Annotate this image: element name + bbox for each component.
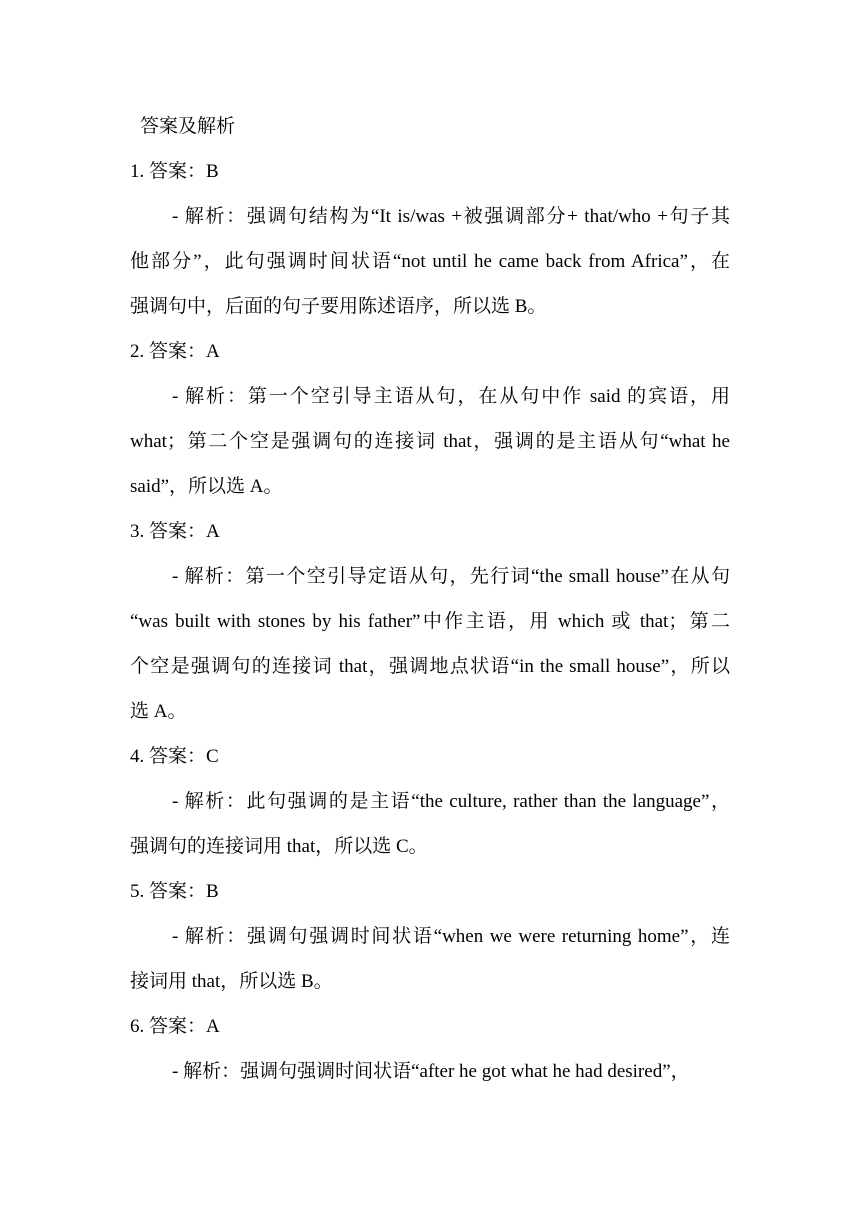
explanation-2-line-1: - 解析：第一个空引导主语从句，在从句中作 said 的宾语，用: [172, 386, 730, 407]
answer-5: 5. 答案：B: [130, 881, 219, 902]
explanation-6-line-1: - 解析：强调句强调时间状语“after he got what he had desired”，: [172, 1061, 690, 1082]
explanation-5-line-2: 接词用 that，所以选 B。: [130, 971, 333, 992]
answer-6: 6. 答案：A: [130, 1016, 220, 1037]
answer-2: 2. 答案：A: [130, 341, 220, 362]
explanation-2-line-2: what；第二个空是强调句的连接词 that，强调的是主语从句“what he: [130, 431, 730, 452]
answer-1: 1. 答案：B: [130, 161, 219, 182]
explanation-3-line-1: - 解析：第一个空引导定语从句，先行词“the small house”在从句: [172, 566, 730, 587]
answer-4: 4. 答案：C: [130, 746, 219, 767]
page-title: 答案及解析: [140, 116, 236, 137]
explanation-4-line-1: - 解析：此句强调的是主语“the culture, rather than the language”，: [172, 791, 730, 812]
explanation-5-line-1: - 解析：强调句强调时间状语“when we were returning home”，连: [172, 926, 730, 947]
explanation-1-line-1: - 解析：强调句结构为“It is/was +被强调部分+ that/who +句子其: [172, 206, 730, 227]
explanation-1-line-2: 他部分”，此句强调时间状语“not until he came back from Africa”，在: [130, 251, 730, 272]
explanation-3-line-3: 个空是强调句的连接词 that，强调地点状语“in the small house”，所以: [130, 656, 730, 677]
explanation-4-line-2: 强调句的连接词用 that，所以选 C。: [130, 836, 428, 857]
explanation-2-line-3: said”，所以选 A。: [130, 476, 283, 497]
answer-3: 3. 答案：A: [130, 521, 220, 542]
explanation-1-line-3: 强调句中，后面的句子要用陈述语序，所以选 B。: [130, 296, 547, 317]
explanation-3-line-2: “was built with stones by his father”中作主语，用 which 或 that；第二: [130, 611, 730, 632]
explanation-3-line-4: 选 A。: [130, 701, 187, 722]
